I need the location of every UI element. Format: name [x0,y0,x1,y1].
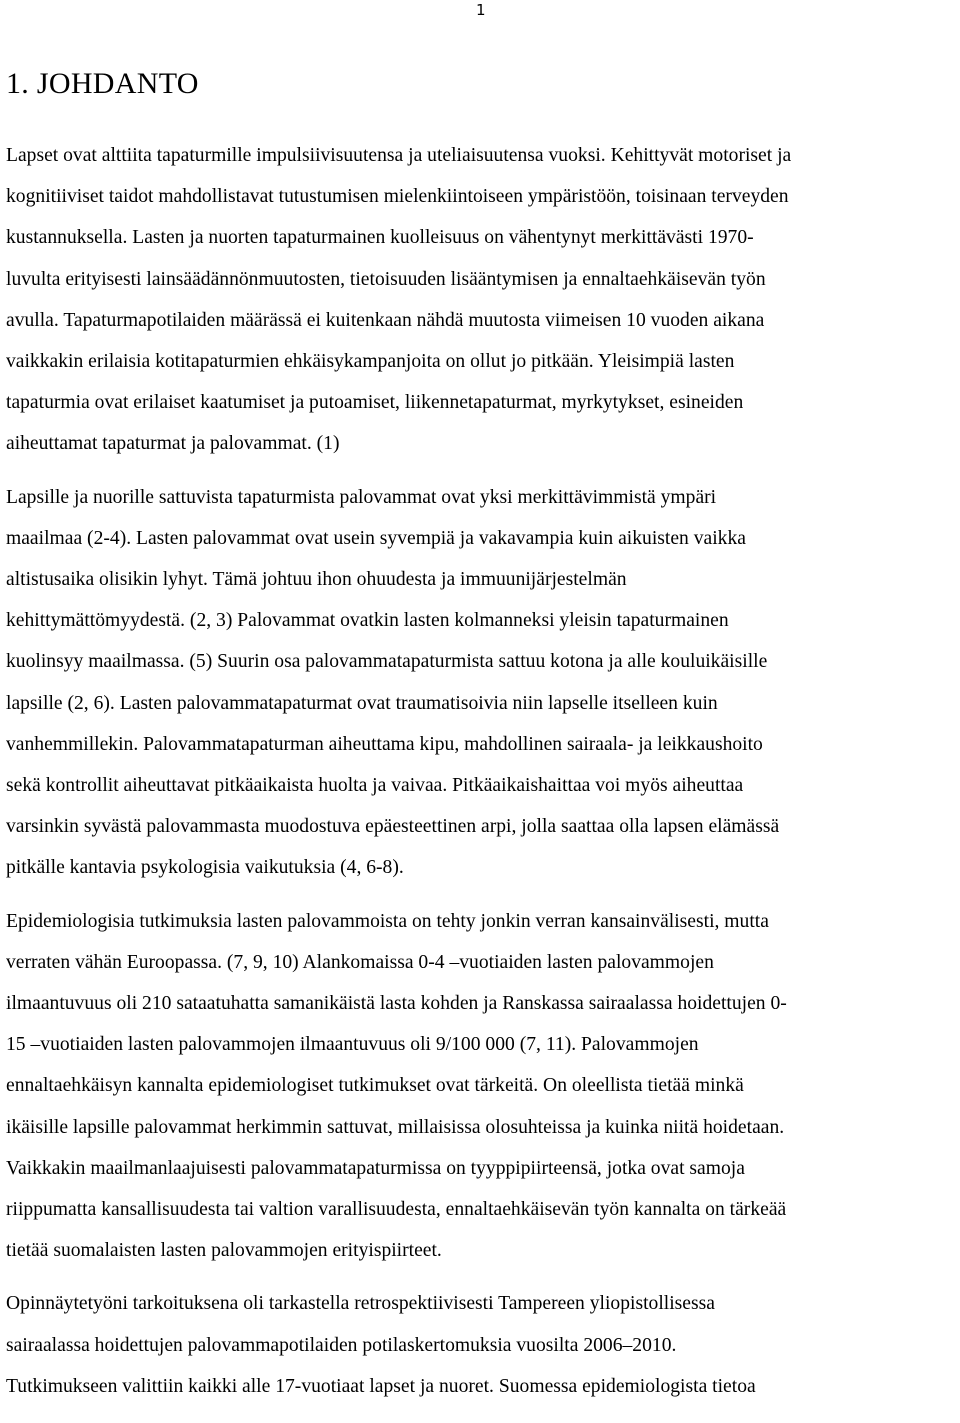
paragraph-epidemiology [6,901,956,1272]
text-line: Tutkimukseen valittiin kaikki alle 17-vuotiaat lapset ja nuoret. Suomessa epidemiologista tietoa [6,1375,756,1397]
text-line: tapaturmia ovat erilaiset kaatumiset ja putoamiset, liikennetapaturmat, myrkytykset, esineiden [6,392,744,414]
text-line: sairaalassa hoidettujen palovammapotilaiden potilaskertomuksia vuosilta 2006–2010. [6,1334,677,1356]
text-line: Epidemiologisia tutkimuksia lasten palovammoista on tehty jonkin verran kansainvälisesti, mutta [6,910,769,932]
text-line: kustannuksella. Lasten ja nuorten tapaturmainen kuolleisuus on vähentynyt merkittävästi 1970- [6,227,754,249]
text-line: Opinnäytetyöni tarkoituksena oli tarkastella retrospektiivisesti Tampereen yliopistollisessa [6,1293,715,1315]
text-line: lapsille (2, 6). Lasten palovammatapaturmat ovat traumatisoivia niin lapselle itselleen kuin [6,692,718,714]
text-line: ikäisille lapsille palovammat herkimmin sattuvat, millaisissa olosuhteissa ja kuinka niitä hoidetaan. [6,1116,785,1138]
text-line: Vaikkakin maailmanlaajuisesti palovammatapaturmissa on tyyppipiirteensä, jotka ovat samoja [6,1157,745,1179]
text-line: vanhemmillekin. Palovammatapaturman aiheuttama kipu, mahdollinen sairaala- ja leikkaushoito [6,733,763,755]
text-line: ilmaantuvuus oli 210 sataatuhatta samanikäistä lasta kohden ja Ranskassa sairaalassa hoidettujen 0- [6,993,787,1015]
text-line: sekä kontrollit aiheuttavat pitkäaikaista huolta ja vaivaa. Pitkäaikaishaittaa voi myös aiheuttaa [6,775,744,797]
paragraph-thesis-aim [6,1283,956,1407]
text-line: luvulta erityisesti lainsäädännönmuutosten, tietoisuuden lisääntymisen ja ennaltaehkäisevän työn [6,268,766,290]
text-line: riippumatta kansallisuudesta tai valtion varallisuudesta, ennaltaehkäisevän työn kannalta on tärkeää [6,1199,787,1221]
chapter-heading: 1. JOHDANTO [6,67,199,100]
text-line: aiheuttamat tapaturmat ja palovammat. (1) [6,433,340,455]
text-line: varsinkin syvästä palovammasta muodostuva epäesteettinen arpi, jolla saattaa olla lapsen elämässä [6,816,780,838]
text-line: kuolinsyy maailmassa. (5) Suurin osa palovammatapaturmista sattuu kotona ja alle kouluikäisille [6,651,768,673]
text-line: altistusaika olisikin lyhyt. Tämä johtuu ihon ohuudesta ja immuunijärjestelmän [6,569,627,591]
paragraph-intro [6,135,956,465]
text-line: tietää suomalaisten lasten palovammojen erityispiirteet. [6,1240,442,1262]
text-line: vaikkakin erilaisia kotitapaturmien ehkäisykampanjoita on ollut jo pitkään. Yleisimpiä lasten [6,351,735,373]
text-line: maailmaa (2-4). Lasten palovammat ovat usein syvempiä ja vakavampia kuin aikuisten vaikka [6,527,746,549]
paragraph-burns [6,477,956,889]
text-line: Lapsille ja nuorille sattuvista tapaturmista palovammat ovat yksi merkittävimmistä ympäri [6,486,717,508]
text-line: kognitiiviset taidot mahdollistavat tutustumisen mielenkiintoiseen ympäristöön, toisinaan terveyden [6,186,789,208]
text-line: avulla. Tapaturmapotilaiden määrässä ei kuitenkaan nähdä muutosta viimeisen 10 vuoden aikana [6,309,765,331]
document-body [6,135,956,1407]
text-line: kehittymättömyydestä. (2, 3) Palovammat ovatkin lasten kolmanneksi yleisin tapaturmainen [6,610,729,632]
text-line: pitkälle kantavia psykologisia vaikutuksia (4, 6-8). [6,857,404,879]
text-line: Lapset ovat alttiita tapaturmille impulsiivisuutensa ja uteliaisuutensa vuoksi. Kehittyvät motoriset ja [6,145,792,166]
text-line: verraten vähän Euroopassa. (7, 9, 10) Alankomaissa 0-4 –vuotiaiden lasten palovammojen [6,951,714,973]
page-number: 1 [476,1,486,19]
text-line: ennaltaehkäisyn kannalta epidemiologiset tutkimukset ovat tärkeitä. On oleellista tietää minkä [6,1075,744,1097]
text-line: 15 –vuotiaiden lasten palovammojen ilmaantuvuus oli 9/100 000 (7, 11). Palovammojen [6,1034,699,1056]
